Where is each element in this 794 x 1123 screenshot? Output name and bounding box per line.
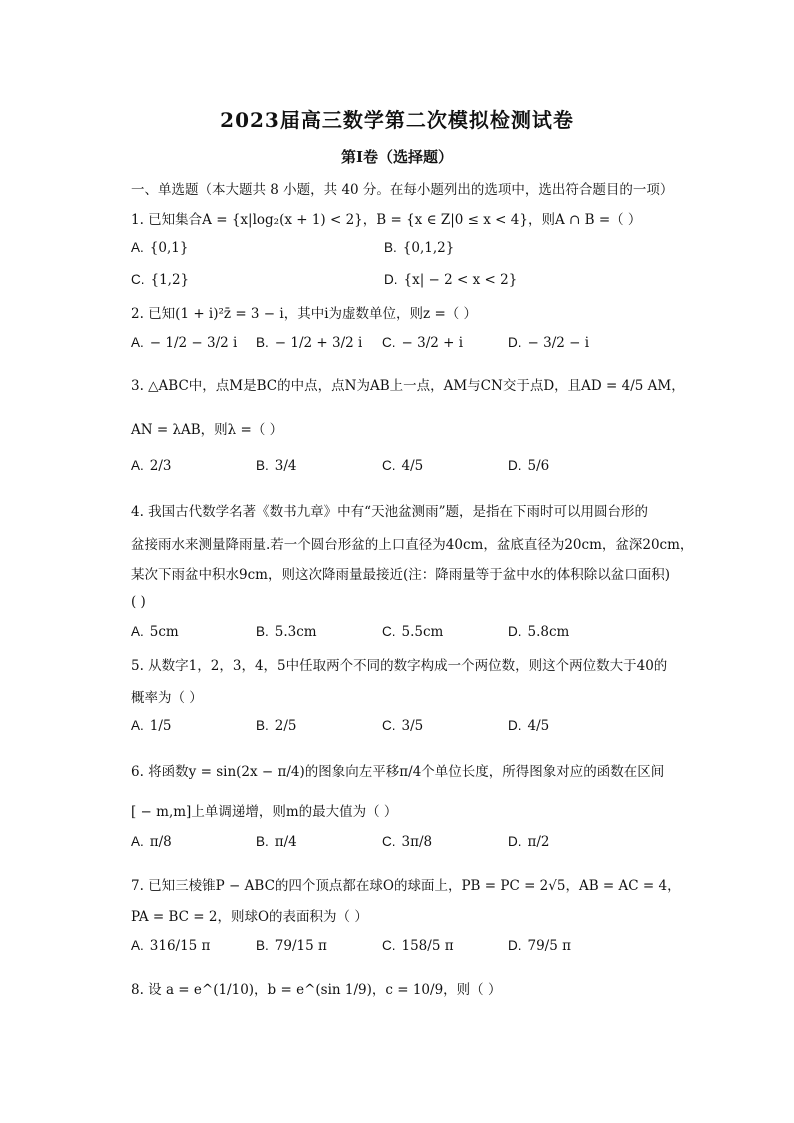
- q1-option-c-text: {1,2}: [150, 272, 190, 288]
- q2-option-b: B. − 1/2 + 3/2 i: [256, 335, 363, 351]
- q4-option-d-text: 5.8cm: [527, 624, 570, 640]
- question-7-stem-line2: PA = BC = 2，则球O的表面积为（ ）: [131, 909, 368, 925]
- q1-option-c: C. {1,2}: [131, 272, 190, 288]
- q4-option-c-text: 5.5cm: [401, 624, 444, 640]
- q1-option-b: B. {0,1,2}: [384, 240, 455, 256]
- question-3-stem-line2: AN = λAB，则λ =（ ）: [131, 422, 284, 438]
- q2-option-b-text: − 1/2 + 3/2 i: [274, 335, 363, 351]
- q1-option-a: A. {0,1}: [131, 240, 189, 256]
- question-2-stem: 2. 已知(1 + i)²z̄ = 3 − i，其中i为虚数单位，则z =（ ）: [131, 306, 478, 322]
- q2-option-a: A. − 1/2 − 3/2 i: [131, 335, 238, 351]
- q7-option-a: A. 316/15 π: [131, 938, 211, 954]
- q6-option-d-text: π/2: [527, 834, 550, 850]
- q2-option-c: C. − 3/2 + i: [382, 335, 464, 351]
- q6-option-a-text: π/8: [149, 834, 172, 850]
- q5-option-b: B. 2/5: [256, 718, 297, 734]
- q2-option-c-text: − 3/2 + i: [401, 335, 464, 351]
- q1-option-b-text: {0,1,2}: [402, 240, 455, 256]
- q4-option-c: C. 5.5cm: [382, 624, 444, 640]
- q3-option-c: C. 4/5: [382, 458, 424, 474]
- q3-option-d: D. 5/6: [508, 458, 550, 474]
- question-7-stem-line1: 7. 已知三棱锥P − ABC的四个顶点都在球O的球面上，PB = PC = 2√5，AB = AC = 4，: [131, 878, 681, 894]
- q6-option-a: A. π/8: [131, 834, 172, 850]
- q4-option-a-text: 5cm: [149, 624, 179, 640]
- q2-option-a-text: − 1/2 − 3/2 i: [149, 335, 238, 351]
- q7-option-c: C. 158/5 π: [382, 938, 454, 954]
- q6-option-b: B. π/4: [256, 834, 297, 850]
- question-8-stem: 8. 设 a = e^(1/10)，b = e^(sin 1/9)，c = 10/9，则（ ）: [131, 982, 502, 998]
- q2-option-d-text: − 3/2 − i: [527, 335, 590, 351]
- q1-option-a-text: {0,1}: [149, 240, 189, 256]
- question-5-stem-line1: 5. 从数字1，2，3，4，5中任取两个不同的数字构成一个两位数，则这个两位数大于40的: [131, 658, 668, 674]
- q5-option-a: A. 1/5: [131, 718, 172, 734]
- q6-option-c: C. 3π/8: [382, 834, 433, 850]
- q5-option-b-text: 2/5: [274, 718, 297, 734]
- q1-option-d-text: {x| − 2 < x < 2}: [403, 272, 518, 288]
- q5-option-a-text: 1/5: [149, 718, 172, 734]
- q4-option-b-text: 5.3cm: [274, 624, 317, 640]
- question-3-stem-line1: 3. △ABC中，点M是BC的中点，点N为AB上一点，AM与CN交于点D，且AD = 4/5 AM，: [131, 378, 685, 394]
- q3-option-b-text: 3/4: [274, 458, 297, 474]
- q3-option-d-text: 5/6: [527, 458, 550, 474]
- question-5-stem-line2: 概率为（ ）: [131, 690, 203, 706]
- q6-option-d: D. π/2: [508, 834, 550, 850]
- question-4-stem-line1: 4. 我国古代数学名著《数书九章》中有“天池盆测雨”题，是指在下雨时可以用圆台形的: [131, 504, 648, 520]
- question-6-stem-line1: 6. 将函数y = sin(2x − π/4)的图象向左平移π/4个单位长度，所得图象对应的函数在区间: [131, 764, 665, 780]
- question-4-stem-line2: 盆接雨水来测量降雨量.若一个圆台形盆的上口直径为40cm，盆底直径为20cm，盆深20cm，: [131, 537, 694, 553]
- question-1-stem: 1. 已知集合A = {x|log₂(x + 1) < 2}，B = {x ∈ Z|0 ≤ x < 4}，则A ∩ B =（ ）: [131, 212, 642, 228]
- q6-option-b-text: π/4: [274, 834, 297, 850]
- q2-option-d: D. − 3/2 − i: [508, 335, 590, 351]
- q3-option-c-text: 4/5: [401, 458, 424, 474]
- q5-option-d: D. 4/5: [508, 718, 550, 734]
- q1-option-d: D. {x| − 2 < x < 2}: [384, 272, 518, 288]
- q4-option-a: A. 5cm: [131, 624, 179, 640]
- q4-option-b: B. 5.3cm: [256, 624, 317, 640]
- q7-option-d: D. 79/5 π: [508, 938, 571, 954]
- q3-option-a: A. 2/3: [131, 458, 172, 474]
- q3-option-b: B. 3/4: [256, 458, 297, 474]
- question-4-stem-line3: 某次下雨盆中积水9cm，则这次降雨量最接近(注：降雨量等于盆中水的体积除以盆口面积): [131, 567, 670, 583]
- q4-option-d: D. 5.8cm: [508, 624, 570, 640]
- q7-option-d-text: 79/5 π: [527, 938, 571, 954]
- q5-option-c: C. 3/5: [382, 718, 424, 734]
- q7-option-b-text: 79/15 π: [274, 938, 327, 954]
- page-subtitle: 第I卷（选择题）: [340, 148, 454, 166]
- q3-option-a-text: 2/3: [149, 458, 172, 474]
- q6-option-c-text: 3π/8: [401, 834, 433, 850]
- section-heading: 一、单选题（本大题共 8 小题，共 40 分。在每小题列出的选项中，选出符合题目的一项）: [131, 182, 674, 198]
- q7-option-a-text: 316/15 π: [149, 938, 211, 954]
- q5-option-c-text: 3/5: [401, 718, 424, 734]
- q7-option-b: B. 79/15 π: [256, 938, 327, 954]
- q7-option-c-text: 158/5 π: [401, 938, 454, 954]
- question-4-stem-line4: ( ): [131, 594, 146, 610]
- q5-option-d-text: 4/5: [527, 718, 550, 734]
- question-6-stem-line2: [ − m,m]上单调递增，则m的最大值为（ ）: [131, 804, 398, 820]
- page-title: 2023届高三数学第二次模拟检测试卷: [220, 108, 574, 132]
